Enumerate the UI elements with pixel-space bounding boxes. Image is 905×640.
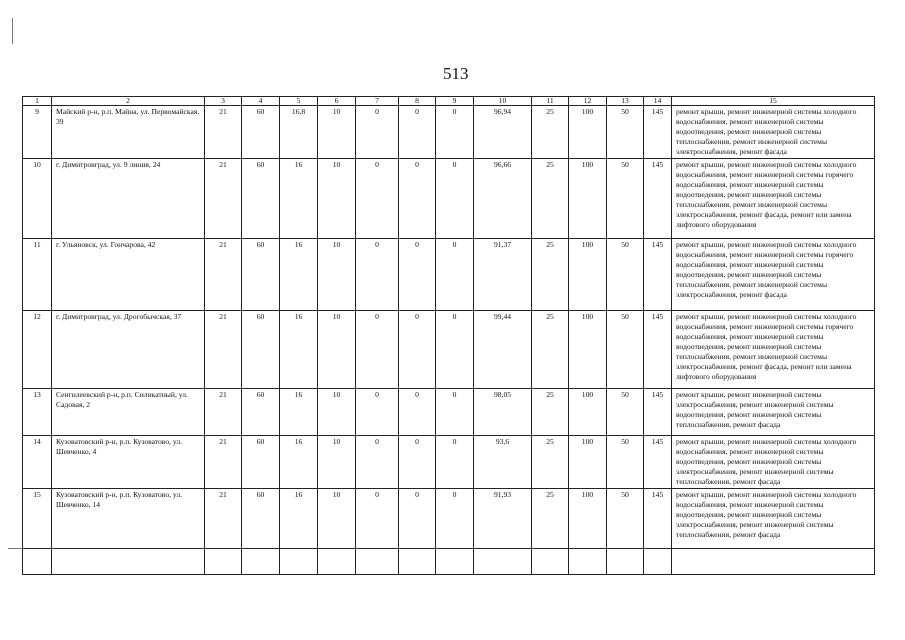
value-cell: 50 bbox=[607, 489, 644, 549]
repair-program-table bbox=[22, 96, 875, 575]
empty-cell bbox=[569, 549, 607, 575]
value-cell: 0 bbox=[399, 311, 436, 389]
works-description-cell: ремонт крыши, ремонт инженерной системы холодного водоснабжения, ремонт инженерной системы водоотведения, ремонт инженерной системы теплоснабжения, ремонт инженерной системы электроснабжения, ремонт фасада bbox=[672, 106, 875, 159]
empty-cell bbox=[318, 549, 356, 575]
row-number-cell: 12 bbox=[23, 311, 52, 389]
value-cell: 25 bbox=[532, 311, 569, 389]
value-cell: 60 bbox=[242, 436, 280, 489]
header-cell: 1 bbox=[23, 97, 52, 106]
value-cell: 98,05 bbox=[474, 389, 532, 436]
value-cell: 16 bbox=[280, 311, 318, 389]
value-cell: 21 bbox=[205, 159, 242, 239]
value-cell: 60 bbox=[242, 389, 280, 436]
value-cell: 100 bbox=[569, 239, 607, 311]
value-cell: 16 bbox=[280, 389, 318, 436]
value-cell: 145 bbox=[644, 436, 672, 489]
header-cell: 12 bbox=[569, 97, 607, 106]
value-cell: 10 bbox=[318, 106, 356, 159]
empty-cell bbox=[532, 549, 569, 575]
row-number-cell: 10 bbox=[23, 159, 52, 239]
table-row bbox=[23, 311, 875, 389]
value-cell: 99,44 bbox=[474, 311, 532, 389]
value-cell: 100 bbox=[569, 489, 607, 549]
value-cell: 145 bbox=[644, 389, 672, 436]
empty-cell bbox=[52, 549, 205, 575]
value-cell: 25 bbox=[532, 106, 569, 159]
value-cell: 10 bbox=[318, 239, 356, 311]
value-cell: 21 bbox=[205, 389, 242, 436]
value-cell: 60 bbox=[242, 311, 280, 389]
header-cell: 15 bbox=[672, 97, 875, 106]
table-row bbox=[23, 159, 875, 239]
value-cell: 25 bbox=[532, 489, 569, 549]
value-cell: 0 bbox=[399, 159, 436, 239]
value-cell: 145 bbox=[644, 106, 672, 159]
empty-cell bbox=[474, 549, 532, 575]
header-cell: 5 bbox=[280, 97, 318, 106]
value-cell: 93,6 bbox=[474, 436, 532, 489]
value-cell: 91,37 bbox=[474, 239, 532, 311]
value-cell: 50 bbox=[607, 389, 644, 436]
value-cell: 100 bbox=[569, 311, 607, 389]
value-cell: 10 bbox=[318, 159, 356, 239]
empty-cell bbox=[23, 549, 52, 575]
value-cell: 60 bbox=[242, 239, 280, 311]
value-cell: 0 bbox=[399, 436, 436, 489]
value-cell: 0 bbox=[356, 389, 399, 436]
value-cell: 16 bbox=[280, 159, 318, 239]
header-cell: 9 bbox=[436, 97, 474, 106]
value-cell: 0 bbox=[356, 489, 399, 549]
value-cell: 0 bbox=[356, 159, 399, 239]
value-cell: 16 bbox=[280, 239, 318, 311]
address-cell: г. Ульяновск, ул. Гончарова, 42 bbox=[52, 239, 205, 311]
value-cell: 25 bbox=[532, 239, 569, 311]
header-cell: 11 bbox=[532, 97, 569, 106]
value-cell: 50 bbox=[607, 436, 644, 489]
value-cell: 100 bbox=[569, 436, 607, 489]
value-cell: 0 bbox=[436, 159, 474, 239]
value-cell: 21 bbox=[205, 106, 242, 159]
works-description-cell: ремонт крыши, ремонт инженерной системы холодного водоснабжения, ремонт инженерной системы горячего водоснабжения, ремонт инженерной системы водоотведения, ремонт инженерной системы теплоснабжения, ремонт инженерной системы электроснабжения, ремонт фасада bbox=[672, 239, 875, 311]
value-cell: 60 bbox=[242, 106, 280, 159]
value-cell: 0 bbox=[356, 239, 399, 311]
value-cell: 60 bbox=[242, 489, 280, 549]
value-cell: 0 bbox=[436, 489, 474, 549]
value-cell: 50 bbox=[607, 159, 644, 239]
value-cell: 0 bbox=[356, 106, 399, 159]
value-cell: 10 bbox=[318, 436, 356, 489]
address-cell: Сенгилеевский р-н, р.п. Силикатный, ул. Садовая, 2 bbox=[52, 389, 205, 436]
address-cell: г. Димитровград, ул. Дрогобычская, 37 bbox=[52, 311, 205, 389]
works-description-cell: ремонт крыши, ремонт инженерной системы электроснабжения, ремонт инженерной системы водоотведения, ремонт инженерной системы теплоснабжения, ремонт фасада bbox=[672, 389, 875, 436]
address-cell: Кузоватовский р-н, р.п. Кузоватово, ул. Шевченко, 14 bbox=[52, 489, 205, 549]
empty-cell bbox=[399, 549, 436, 575]
value-cell: 0 bbox=[399, 389, 436, 436]
value-cell: 100 bbox=[569, 106, 607, 159]
value-cell: 0 bbox=[436, 389, 474, 436]
value-cell: 50 bbox=[607, 311, 644, 389]
value-cell: 50 bbox=[607, 106, 644, 159]
scan-artifact-line bbox=[8, 548, 22, 549]
value-cell: 91,93 bbox=[474, 489, 532, 549]
value-cell: 25 bbox=[532, 436, 569, 489]
value-cell: 10 bbox=[318, 311, 356, 389]
empty-row bbox=[23, 549, 875, 575]
value-cell: 0 bbox=[436, 239, 474, 311]
empty-cell bbox=[436, 549, 474, 575]
works-description-cell: ремонт крыши, ремонт инженерной системы холодного водоснабжения, ремонт инженерной системы горячего водоснабжения, ремонт инженерной системы водоотведения, ремонт инженерной системы теплоснабжения, ремонт инженерной системы электроснабжения, ремонт фасада, ремонт или замена лифтового оборудования bbox=[672, 311, 875, 389]
value-cell: 100 bbox=[569, 389, 607, 436]
value-cell: 0 bbox=[356, 436, 399, 489]
header-cell: 4 bbox=[242, 97, 280, 106]
value-cell: 10 bbox=[318, 489, 356, 549]
row-number-cell: 15 bbox=[23, 489, 52, 549]
header-cell: 10 bbox=[474, 97, 532, 106]
value-cell: 145 bbox=[644, 489, 672, 549]
header-cell: 2 bbox=[52, 97, 205, 106]
value-cell: 21 bbox=[205, 436, 242, 489]
value-cell: 50 bbox=[607, 239, 644, 311]
value-cell: 25 bbox=[532, 389, 569, 436]
header-cell: 6 bbox=[318, 97, 356, 106]
address-cell: Майский р-н, р.п. Майна, ул. Первомайская, 39 bbox=[52, 106, 205, 159]
header-cell: 8 bbox=[399, 97, 436, 106]
value-cell: 0 bbox=[436, 106, 474, 159]
header-cell: 14 bbox=[644, 97, 672, 106]
row-number-cell: 9 bbox=[23, 106, 52, 159]
table-row bbox=[23, 389, 875, 436]
table-row bbox=[23, 239, 875, 311]
empty-cell bbox=[672, 549, 875, 575]
value-cell: 16,8 bbox=[280, 106, 318, 159]
empty-cell bbox=[644, 549, 672, 575]
table-row bbox=[23, 436, 875, 489]
header-cell: 3 bbox=[205, 97, 242, 106]
table-row bbox=[23, 489, 875, 549]
address-cell: Кузоватовский р-н, р.п. Кузоватово, ул. Шевченко, 4 bbox=[52, 436, 205, 489]
value-cell: 100 bbox=[569, 159, 607, 239]
scan-artifact-line bbox=[12, 18, 13, 44]
value-cell: 21 bbox=[205, 239, 242, 311]
empty-cell bbox=[280, 549, 318, 575]
empty-cell bbox=[356, 549, 399, 575]
value-cell: 60 bbox=[242, 159, 280, 239]
value-cell: 145 bbox=[644, 311, 672, 389]
value-cell: 16 bbox=[280, 436, 318, 489]
value-cell: 145 bbox=[644, 159, 672, 239]
value-cell: 96,94 bbox=[474, 106, 532, 159]
works-description-cell: ремонт крыши, ремонт инженерной системы холодного водоснабжения, ремонт инженерной системы горячего водоснабжения, ремонт инженерной системы водоотведения, ремонт инженерной системы теплоснабжения, ремонт инженерной системы электроснабжения, ремонт фасада, ремонт или замена лифтового оборудования bbox=[672, 159, 875, 239]
value-cell: 0 bbox=[436, 311, 474, 389]
value-cell: 21 bbox=[205, 311, 242, 389]
empty-cell bbox=[607, 549, 644, 575]
value-cell: 0 bbox=[356, 311, 399, 389]
empty-cell bbox=[205, 549, 242, 575]
value-cell: 16 bbox=[280, 489, 318, 549]
value-cell: 0 bbox=[399, 106, 436, 159]
value-cell: 0 bbox=[399, 489, 436, 549]
row-number-cell: 13 bbox=[23, 389, 52, 436]
value-cell: 145 bbox=[644, 239, 672, 311]
value-cell: 96,66 bbox=[474, 159, 532, 239]
row-number-cell: 14 bbox=[23, 436, 52, 489]
empty-cell bbox=[242, 549, 280, 575]
value-cell: 0 bbox=[436, 436, 474, 489]
table-row bbox=[23, 106, 875, 159]
header-cell: 7 bbox=[356, 97, 399, 106]
header-row bbox=[23, 97, 875, 106]
works-description-cell: ремонт крыши, ремонт инженерной системы холодного водоснабжения, ремонт инженерной системы водоотведения, ремонт инженерной системы электроснабжения, ремонт инженерной системы теплоснабжения, ремонт фасада bbox=[672, 489, 875, 549]
row-number-cell: 11 bbox=[23, 239, 52, 311]
value-cell: 10 bbox=[318, 389, 356, 436]
address-cell: г. Димитровград, ул. 9 линия, 24 bbox=[52, 159, 205, 239]
works-description-cell: ремонт крыши, ремонт инженерной системы холодного водоснабжения, ремонт инженерной системы водоотведения, ремонт инженерной системы электроснабжения, ремонт инженерной системы теплоснабжения, ремонт фасада bbox=[672, 436, 875, 489]
value-cell: 0 bbox=[399, 239, 436, 311]
value-cell: 21 bbox=[205, 489, 242, 549]
page-number: 513 bbox=[443, 64, 469, 83]
header-cell: 13 bbox=[607, 97, 644, 106]
value-cell: 25 bbox=[532, 159, 569, 239]
